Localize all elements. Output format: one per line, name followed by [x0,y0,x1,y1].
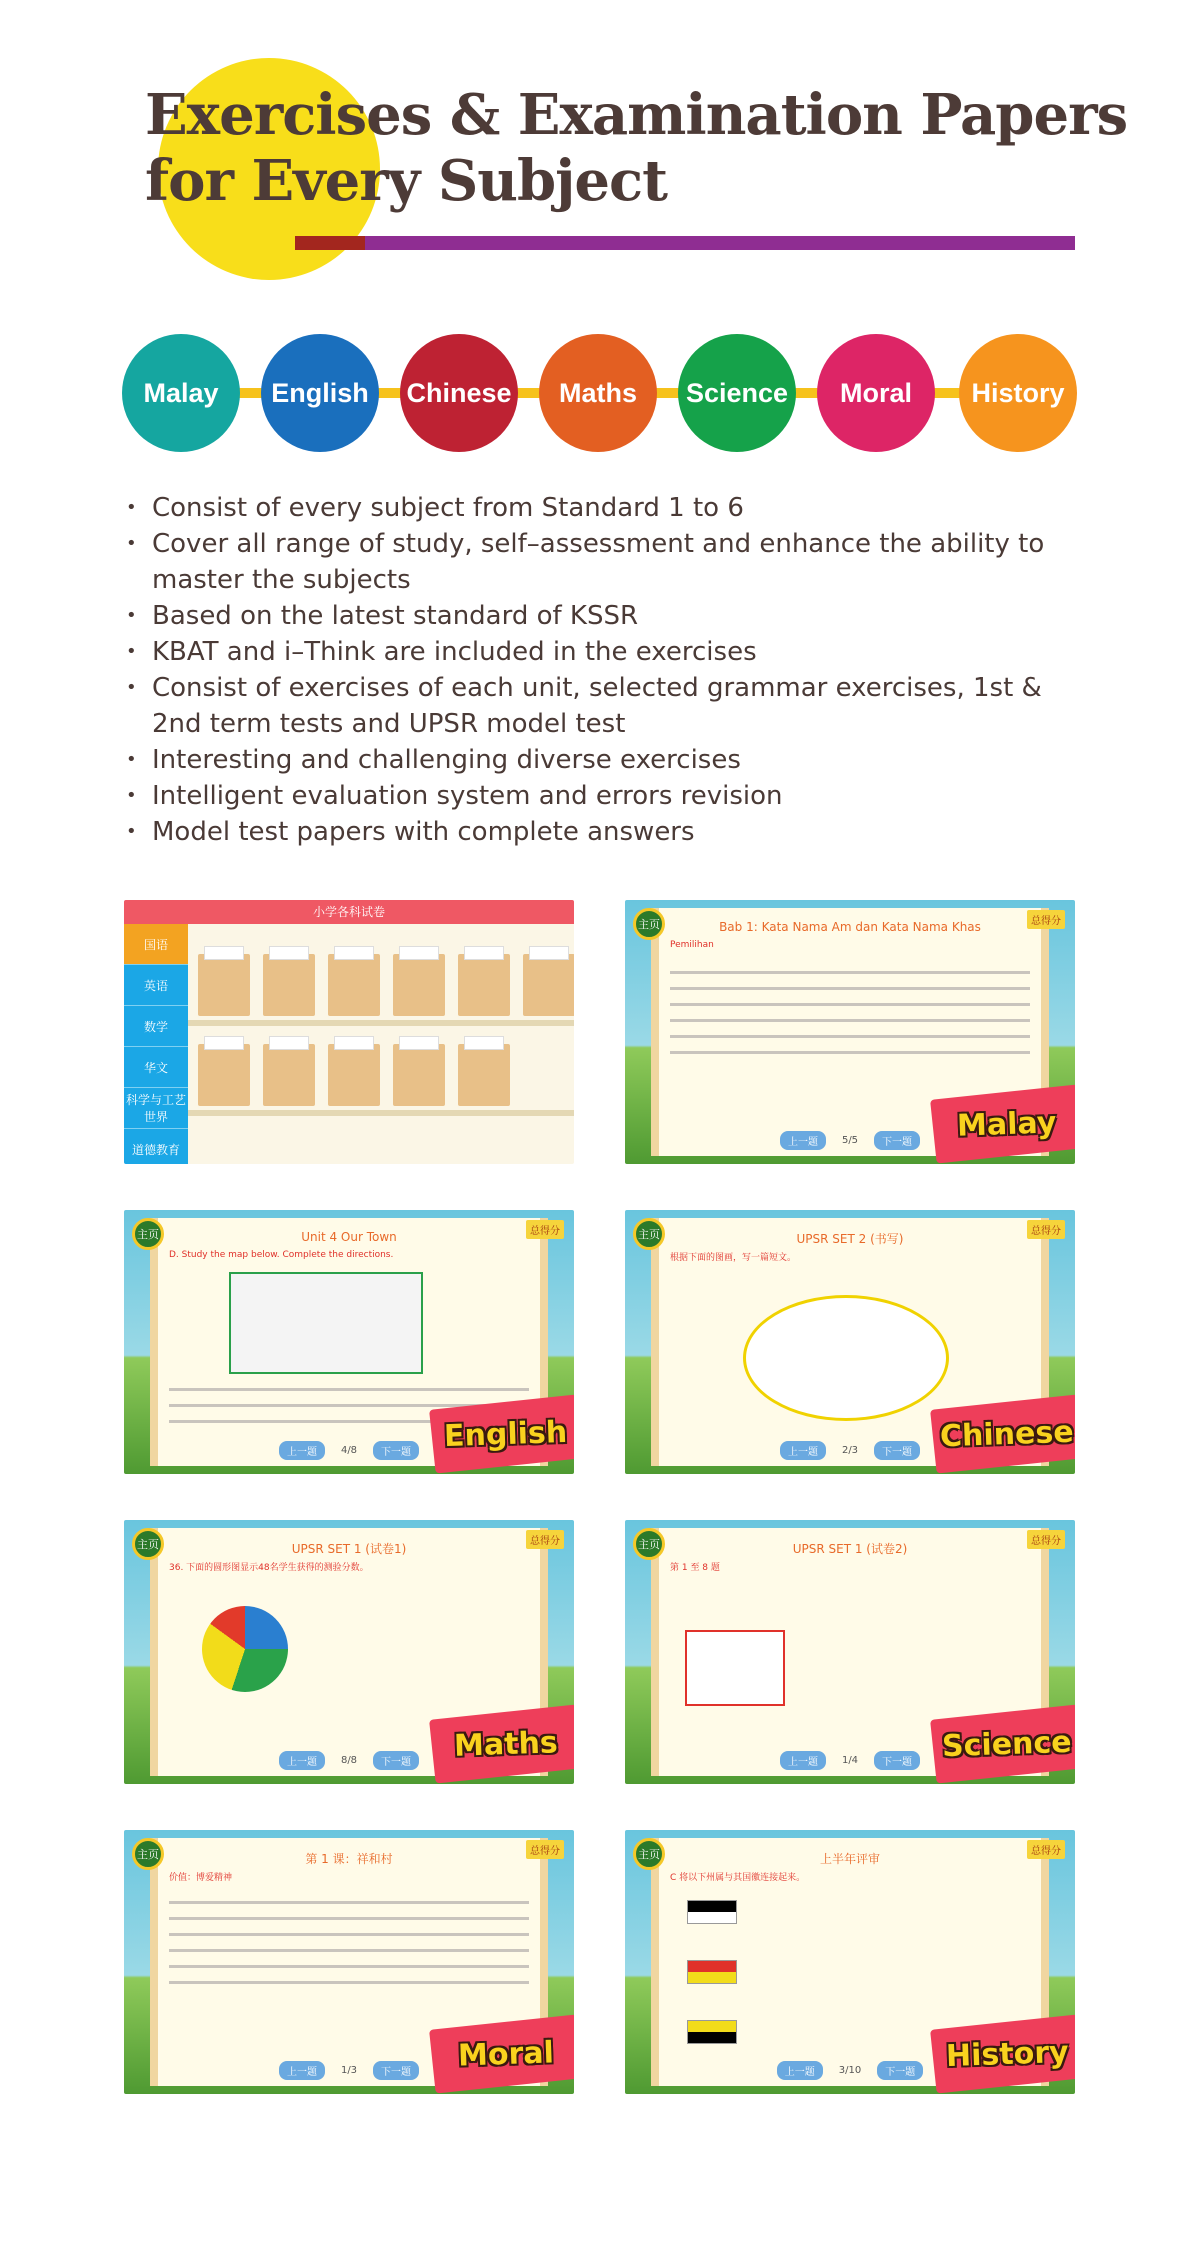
menu-item-english[interactable]: 英语 [124,965,188,1006]
subject-chinese[interactable]: Chinese [400,334,518,452]
page-indicator: 8/8 [340,1755,358,1766]
score-badge: 总得分 [1027,1530,1065,1549]
screenshot-history [625,1830,1075,2094]
page-title [145,82,1127,214]
page-indicator: 4/8 [340,1445,358,1456]
menu-header: 小学各科试卷 [124,900,574,924]
menu-item-malay[interactable]: 国语 [124,924,188,965]
page-indicator: 5/5 [841,1135,859,1146]
subject-science[interactable]: Science [678,334,796,452]
subject-ribbon: Moral [429,2014,574,2093]
feature-item: • Cover all range of study, self–assessment and enhance the ability to master the subjects [120,526,1075,598]
score-badge: 总得分 [526,1840,564,1859]
home-icon[interactable]: 主页 [132,1838,164,1870]
page-indicator: 2/3 [841,1445,859,1456]
subject-ribbon: Chinese [930,1394,1075,1473]
folder-item[interactable] [328,1044,380,1106]
exercise-title: UPSR SET 2 (书写) [796,1232,904,1246]
subject-circles [122,334,1077,452]
feature-item: • Consist of every subject from Standard 1 to 6 [120,490,1075,526]
folder-item[interactable] [198,954,250,1016]
home-icon[interactable]: 主页 [132,1528,164,1560]
subject-english[interactable]: English [261,334,379,452]
exercise-title: UPSR SET 1 (试卷1) [291,1542,407,1556]
pie-chart-image [202,1606,288,1692]
screenshot-chinese [625,1210,1075,1474]
state-flag-image [687,2020,737,2044]
next-button[interactable]: 下一题 [373,1441,419,1460]
exercise-title: Bab 1: Kata Nama Am dan Kata Nama Khas [719,920,981,934]
feature-item: • Based on the latest standard of KSSR [120,598,1075,634]
exercise-title: 上半年评审 [819,1852,880,1866]
subject-maths[interactable]: Maths [539,334,657,452]
prev-button[interactable]: 上一题 [780,1131,826,1150]
folder-item[interactable] [523,954,574,1016]
page-indicator: 3/10 [838,2065,862,2076]
exercise-instruction: Pemilihan [670,940,714,950]
menu-item-science[interactable]: 科学与工艺世界 [124,1088,188,1129]
screenshot-subject-menu [124,900,574,1164]
exercise-title: UPSR SET 1 (试卷2) [792,1542,908,1556]
exercise-title: Unit 4 Our Town [301,1230,397,1244]
folder-item[interactable] [458,1044,510,1106]
subject-moral[interactable]: Moral [817,334,935,452]
folder-item[interactable] [263,954,315,1016]
subject-malay[interactable]: Malay [122,334,240,452]
exercise-instruction: C 将以下州属与其国徽连接起来。 [670,1873,806,1883]
score-badge: 总得分 [1027,910,1065,929]
subject-history[interactable]: History [959,334,1077,452]
home-icon[interactable]: 主页 [633,1838,665,1870]
prev-button[interactable]: 上一题 [780,1751,826,1770]
menu-item-chinese[interactable]: 华文 [124,1047,188,1088]
feature-item: • Model test papers with complete answers [120,814,1075,850]
exercise-instruction: 36. 下面的圆形图显示48名学生获得的测验分数。 [169,1563,369,1573]
folder-item[interactable] [458,954,510,1016]
folder-item[interactable] [198,1044,250,1106]
state-flag-image [687,1960,737,1984]
score-badge: 总得分 [1027,1220,1065,1239]
folder-item[interactable] [263,1044,315,1106]
prev-button[interactable]: 上一题 [780,1441,826,1460]
score-badge: 总得分 [526,1220,564,1239]
respiratory-system-image [685,1630,785,1706]
feature-item: • Interesting and challenging diverse exercises [120,742,1075,778]
next-button[interactable]: 下一题 [877,2061,923,2080]
next-button[interactable]: 下一题 [874,1751,920,1770]
screenshot-maths [124,1520,574,1784]
exercise-instruction: 第 1 至 8 题 [670,1563,720,1573]
subject-ribbon: Science [930,1704,1075,1783]
screenshot-moral [124,1830,574,2094]
feature-list [120,490,1075,850]
score-badge: 总得分 [1027,1840,1065,1859]
title-underline-bar [295,236,1075,250]
prev-button[interactable]: 上一题 [279,1751,325,1770]
title-line-1: Exercises & Examination Papers [145,82,1128,148]
home-icon[interactable]: 主页 [633,1218,665,1250]
prev-button[interactable]: 上一题 [279,2061,325,2080]
menu-sidebar [124,924,188,1164]
shelf-divider [188,1020,574,1026]
score-badge: 总得分 [526,1530,564,1549]
folder-item[interactable] [328,954,380,1016]
shelf-divider [188,1110,574,1116]
subject-ribbon: Malay [930,1084,1075,1163]
home-icon[interactable]: 主页 [633,1528,665,1560]
next-button[interactable]: 下一题 [874,1441,920,1460]
next-button[interactable]: 下一题 [373,1751,419,1770]
state-flag-image [687,1900,737,1924]
feature-item: • Consist of exercises of each unit, selected grammar exercises, 1st & 2nd term tests and UPSR model test [120,670,1075,742]
home-icon[interactable]: 主页 [633,908,665,940]
exercise-instruction: 价值：博爱精神 [169,1873,233,1883]
next-button[interactable]: 下一题 [874,1131,920,1150]
subject-ribbon: Maths [429,1704,574,1783]
subject-ribbon: English [429,1394,574,1473]
subject-ribbon: History [930,2014,1075,2093]
menu-item-maths[interactable]: 数学 [124,1006,188,1047]
menu-item-moral[interactable]: 道德教育 [124,1129,188,1164]
feature-item: • KBAT and i–Think are included in the exercises [120,634,1075,670]
screenshot-science [625,1520,1075,1784]
screenshot-malay [625,900,1075,1164]
feature-item: • Intelligent evaluation system and errors revision [120,778,1075,814]
folder-grid [188,924,574,1164]
picture-composition-image [743,1295,949,1421]
next-button[interactable]: 下一题 [373,2061,419,2080]
folder-item[interactable] [393,1044,445,1106]
prev-button[interactable]: 上一题 [279,1441,325,1460]
title-line-2: for Every Subject [145,148,667,214]
screenshot-english [124,1210,574,1474]
exercise-title: 第 1 课：祥和村 [305,1852,393,1866]
page-indicator: 1/3 [340,2065,358,2076]
town-map-image [229,1272,423,1374]
exercise-instruction: 根据下面的图画，写一篇短文。 [670,1253,797,1263]
exercise-instruction: D. Study the map below. Complete the directions. [169,1250,394,1260]
home-icon[interactable]: 主页 [132,1218,164,1250]
page-indicator: 1/4 [841,1755,859,1766]
folder-item[interactable] [393,954,445,1016]
prev-button[interactable]: 上一题 [777,2061,823,2080]
